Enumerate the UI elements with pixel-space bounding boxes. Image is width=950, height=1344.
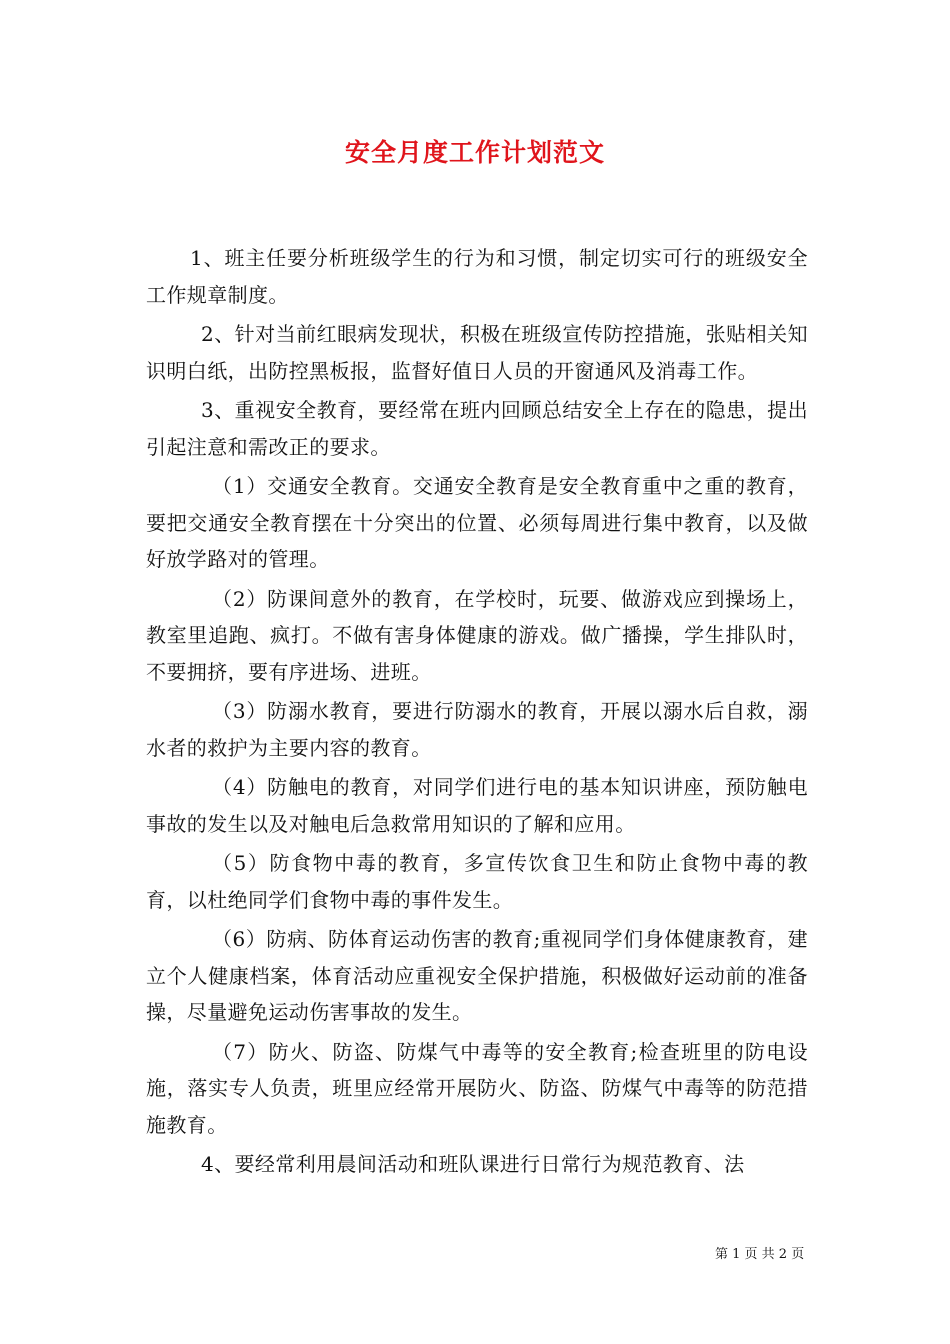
paragraph-4: （1）交通安全教育。交通安全教育是安全教育重中之重的教育，要把交通安全教育摆在十分突出的位置、必须每周进行集中教育，以及做好放学路对的管理。 (146, 474, 808, 571)
page-number: 第 1 页 共 2 页 (715, 1247, 805, 1262)
paragraph-10: （7）防火、防盗、防煤气中毒等的安全教育;检查班里的防电设施，落实专人负责，班里应经常开展防火、防盗、防煤气中毒等的防范措施教育。 (146, 1039, 808, 1137)
paragraph-11: 4、要经常利用晨间活动和班队课进行日常行为规范教育、法 (201, 1152, 745, 1176)
paragraph-7: （4）防触电的教育，对同学们进行电的基本知识讲座，预防触电事故的发生以及对触电后急救常用知识的了解和应用。 (146, 775, 808, 836)
document-title: 安全月度工作计划范文 (344, 138, 605, 167)
document-body (146, 240, 808, 1186)
paragraph-6: （3）防溺水教育，要进行防溺水的教育，开展以溺水后自救，溺水者的救护为主要内容的教育。 (146, 699, 808, 760)
paragraph-1: 1、班主任要分析班级学生的行为和习惯，制定切实可行的班级安全工作规章制度。 (146, 246, 808, 307)
paragraph-3: 3、重视安全教育，要经常在班内回顾总结安全上存在的隐患，提出引起注意和需改正的要求。 (146, 398, 808, 459)
paragraph-8: （5）防食物中毒的教育，多宣传饮食卫生和防止食物中毒的教育，以杜绝同学们食物中毒的事件发生。 (146, 851, 808, 912)
paragraph-5: （2）防课间意外的教育，在学校时，玩要、做游戏应到操场上，教室里追跑、疯打。不做有害身体健康的游戏。做广播操，学生排队时，不要拥挤，要有序进场、进班。 (146, 586, 808, 684)
paragraph-9: （6）防病、防体育运动伤害的教育;重视同学们身体健康教育，建立个人健康档案，体育活动应重视安全保护措施，积极做好运动前的准备操，尽量避免运动伤害事故的发生。 (146, 927, 808, 1024)
paragraph-2: 2、针对当前红眼病发现状，积极在班级宣传防控措施，张贴相关知识明白纸，出防控黑板报，监督好值日人员的开窗通风及消毒工作。 (146, 322, 808, 383)
